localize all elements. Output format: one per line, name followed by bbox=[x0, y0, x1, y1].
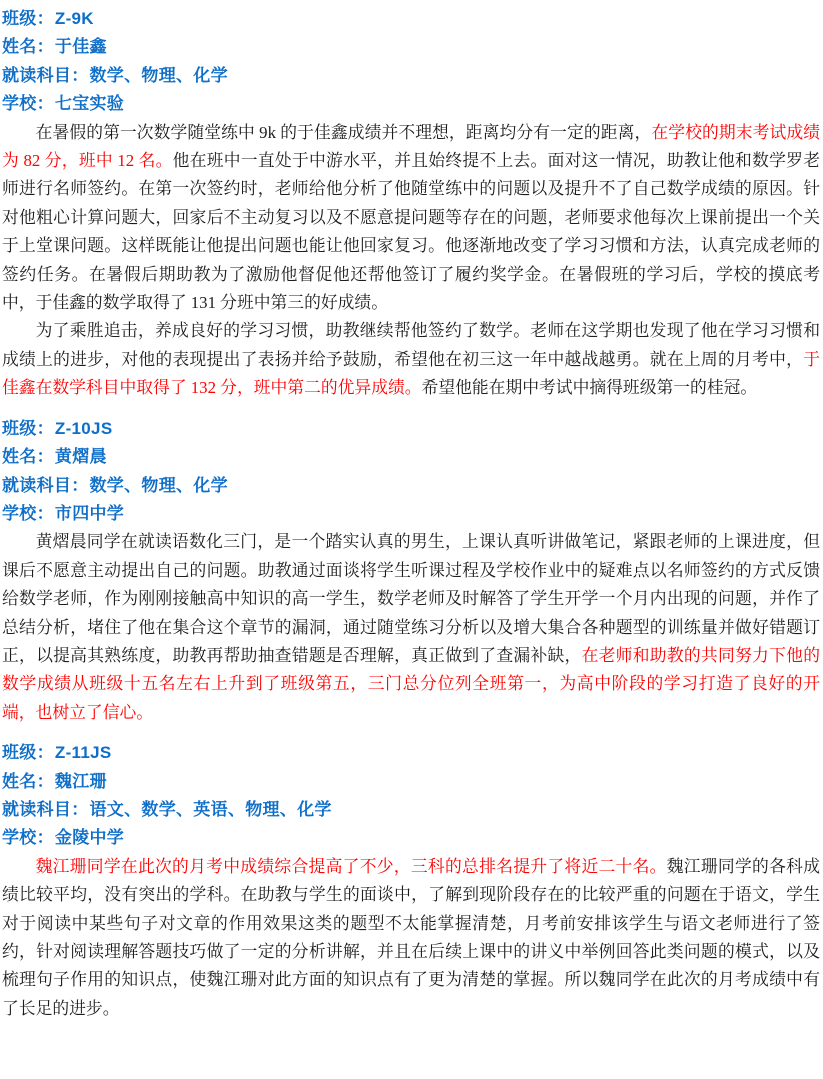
name-value: 魏江珊 bbox=[54, 771, 107, 791]
school-label: 学校： bbox=[2, 828, 54, 848]
text-segment-black: 为了乘胜追击，养成良好的学习习惯，助教继续帮他签约了数学。老师在这学期也发现了他在学习习惯和成绩上的进步，对他的表现提出了表扬并给予鼓励，希望他在初三这一年中越战越勇。就在上周的月考中， bbox=[2, 321, 820, 369]
name-label: 姓名： bbox=[2, 447, 54, 467]
school-line bbox=[2, 824, 820, 852]
text-segment-black: 在暑假的第一次数学随堂练中 9k 的于佳鑫成绩并不理想，距离均分有一定的距离， bbox=[35, 122, 652, 142]
text-segment-black: 他在班中一直处于中游水平，并且始终提不上去。面对这一情况，助教让他和数学罗老师进行名师签约。在第一次签约时，老师给他分析了他随堂练中的问题以及提升不了自己数学成绩的原因。针对他粗心计算问题大，回家后不主动复习以及不愿意提问题等存在的问题，老师要求他每次上课前提出一个关于上堂课问题。这样既能让他提出问题也能让他回家复习。他逐渐地改变了学习习惯和方法，认真完成老师的签约任务。在暑假后期助教为了激励他督促他还帮他签订了履约奖学金。在暑假班的学习后，学校的摸底考中，于佳鑫的数学取得了 131 分班中第三的好成绩。 bbox=[2, 151, 820, 313]
class-value: Z-11JS bbox=[54, 743, 112, 763]
text-segment-red: 在老师和助教的共同努力下他的数学成绩从班级十五名左右上升到了班级第五，三门总分位列全班第一，为高中阶段的学习打造了良好的开端，也树立了信心。 bbox=[2, 645, 820, 722]
name-line bbox=[2, 768, 820, 796]
school-line bbox=[2, 500, 820, 528]
text-segment-black: 魏江珊同学的各科成绩比较平均，没有突出的学科。在助教与学生的面谈中，了解到现阶段存在的比较严重的问题在于语文，学生对于阅读中某些句子对文章的作用效果这类的题型不太能掌握清楚，月考前安排该学生与语文老师进行了签约，针对阅读理解答题技巧做了一定的分析讲解，并且在后续上课中的讲义中举例回答此类问题的模式，以及梳理句子作用的知识点，使魏江珊对此方面的知识点有了更为清楚的掌握。所以魏同学在此次的月考成绩中有了长足的进步。 bbox=[2, 856, 820, 1018]
name-label: 姓名： bbox=[2, 771, 54, 791]
subjects-line bbox=[2, 62, 820, 90]
subjects-value: 语文、数学、英语、物理、化学 bbox=[89, 799, 332, 819]
student-report bbox=[2, 739, 820, 1023]
class-line bbox=[2, 415, 820, 443]
name-line bbox=[2, 443, 820, 471]
text-segment-black: 希望他能在期中考试中摘得班级第一的桂冠。 bbox=[421, 378, 758, 398]
report-paragraph bbox=[2, 853, 820, 1023]
class-line bbox=[2, 739, 820, 767]
class-label: 班级： bbox=[2, 418, 54, 438]
subjects-value: 数学、物理、化学 bbox=[89, 65, 228, 85]
class-label: 班级： bbox=[2, 743, 54, 763]
subjects-label: 就读科目： bbox=[2, 65, 89, 85]
class-value: Z-9K bbox=[54, 9, 94, 28]
school-label: 学校： bbox=[2, 94, 54, 114]
text-segment-red: 在学校的期末考试成绩为 82 分，班中 12 名。 bbox=[2, 122, 820, 171]
class-value: Z-10JS bbox=[54, 418, 113, 438]
name-value: 黄熠晨 bbox=[54, 447, 107, 467]
school-line bbox=[2, 90, 820, 118]
class-label: 班级： bbox=[2, 9, 54, 28]
student-report bbox=[2, 415, 820, 727]
subjects-line bbox=[2, 796, 820, 824]
subjects-label: 就读科目： bbox=[2, 475, 89, 495]
school-label: 学校： bbox=[2, 503, 54, 523]
school-value: 市四中学 bbox=[54, 503, 125, 523]
report-sections bbox=[2, 5, 820, 1023]
text-segment-red: 于佳鑫在数学科目中取得了 132 分，班中第二的优异成绩。 bbox=[2, 349, 820, 398]
subjects-value: 数学、物理、化学 bbox=[89, 475, 228, 495]
report-paragraph bbox=[2, 317, 820, 402]
student-report bbox=[2, 5, 820, 403]
school-value: 金陵中学 bbox=[54, 828, 125, 848]
report-paragraph bbox=[2, 119, 820, 318]
subjects-line bbox=[2, 472, 820, 500]
name-line bbox=[2, 33, 820, 61]
class-line bbox=[2, 5, 820, 33]
subjects-label: 就读科目： bbox=[2, 799, 89, 819]
text-segment-red: 魏江珊同学在此次的月考中成绩综合提高了不少，三科的总排名提升了将近二十名。 bbox=[35, 856, 667, 876]
school-value: 七宝实验 bbox=[54, 94, 125, 114]
text-segment-black: 黄熠晨同学在就读语数化三门，是一个踏实认真的男生，上课认真听讲做笔记，紧跟老师的上课进度，但课后不愿意主动提出自己的问题。助教通过面谈将学生听课过程及学校作业中的疑难点以名师签约的方式反馈给数学老师，作为刚刚接触高中知识的高一学生，数学老师及时解答了学生开学一个月内出现的问题，并作了总结分析，堵住了他在集合这个章节的漏洞，通过随堂练习分析以及增大集合各种题型的训练量并做好错题订正，以提高其熟练度，助教再帮助抽查错题是否理解，真正做到了查漏补缺， bbox=[2, 532, 820, 665]
name-label: 姓名： bbox=[2, 37, 54, 57]
name-value: 于佳鑫 bbox=[54, 37, 107, 57]
report-paragraph bbox=[2, 528, 820, 727]
